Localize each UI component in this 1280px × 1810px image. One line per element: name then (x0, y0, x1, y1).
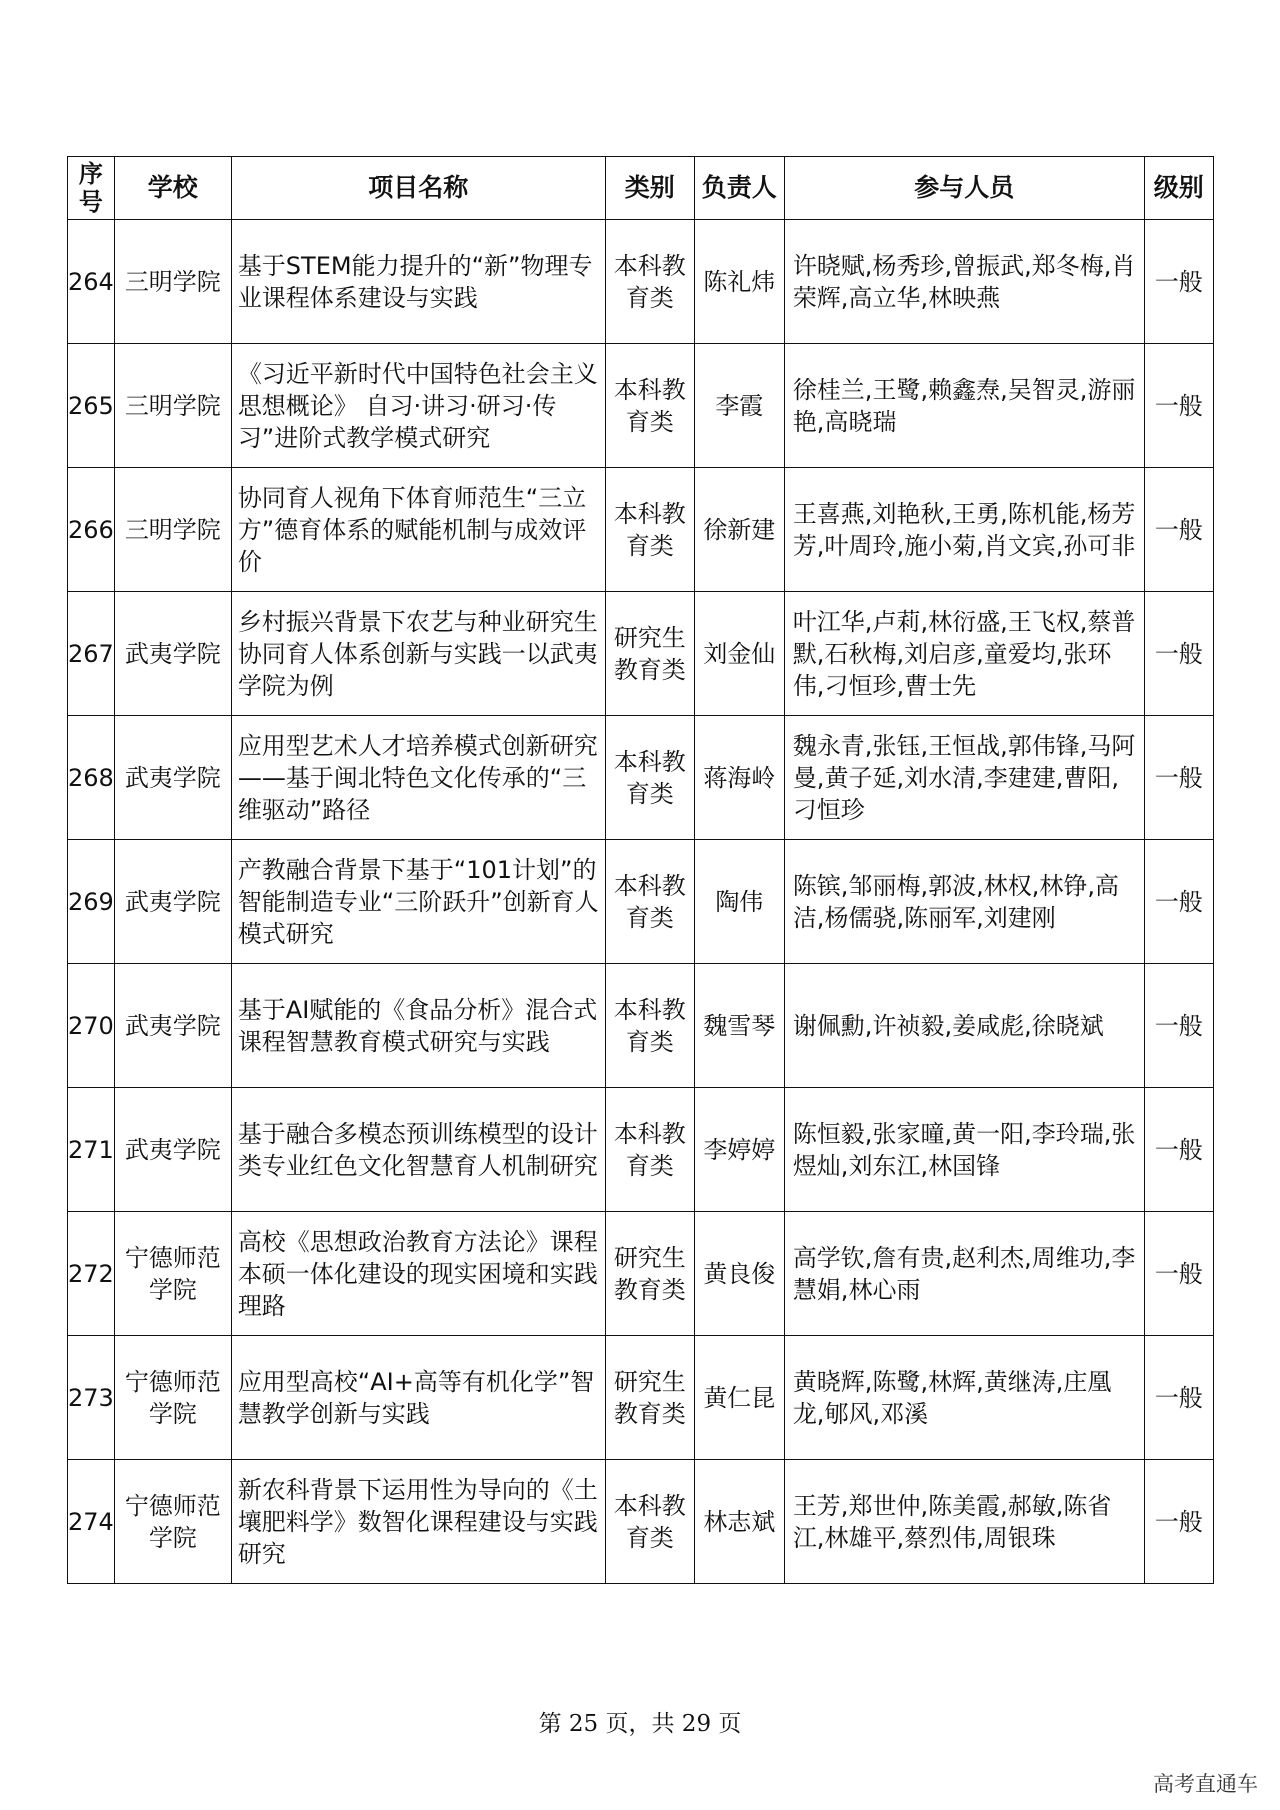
cell-leader: 黄良俊 (694, 1212, 784, 1336)
cell-seq: 264 (68, 220, 115, 344)
table-row (68, 840, 1214, 964)
cell-project-name: 基于融合多模态预训练模型的设计类专业红色文化智慧育人机制研究 (231, 1088, 605, 1212)
table-row (68, 1460, 1214, 1584)
cell-school: 宁德师范学院 (114, 1460, 231, 1584)
header-category: 类别 (605, 157, 694, 220)
cell-category: 研究生教育类 (605, 1336, 694, 1460)
cell-level: 一般 (1144, 716, 1213, 840)
cell-level: 一般 (1144, 1088, 1213, 1212)
cell-project-name: 基于AI赋能的《食品分析》混合式课程智慧教育模式研究与实践 (231, 964, 605, 1088)
cell-school: 三明学院 (114, 468, 231, 592)
cell-project-name: 产教融合背景下基于“101计划”的智能制造专业“三阶跃升”创新育人模式研究 (231, 840, 605, 964)
table-row (68, 220, 1214, 344)
cell-category: 研究生教育类 (605, 592, 694, 716)
page-footer: 第 25 页，共 29 页 (538, 1711, 742, 1737)
cell-level: 一般 (1144, 220, 1213, 344)
project-table (67, 156, 1214, 1584)
cell-project-name: 应用型艺术人才培养模式创新研究——基于闽北特色文化传承的“三维驱动”路径 (231, 716, 605, 840)
cell-leader: 蒋海岭 (694, 716, 784, 840)
cell-school: 三明学院 (114, 344, 231, 468)
cell-level: 一般 (1144, 592, 1213, 716)
cell-level: 一般 (1144, 1460, 1213, 1584)
cell-level: 一般 (1144, 1336, 1213, 1460)
cell-members: 魏永青,张钰,王恒战,郭伟锋,马阿曼,黄子延,刘水清,李建建,曹阳,刁恒珍 (784, 716, 1144, 840)
cell-category: 本科教育类 (605, 468, 694, 592)
cell-project-name: 乡村振兴背景下农艺与种业研究生协同育人体系创新与实践一以武夷学院为例 (231, 592, 605, 716)
cell-members: 叶江华,卢莉,林衍盛,王飞权,蔡普默,石秋梅,刘启彦,童爱均,张环伟,刁恒珍,曹士先 (784, 592, 1144, 716)
header-leader: 负责人 (694, 157, 784, 220)
cell-seq: 272 (68, 1212, 115, 1336)
cell-members: 高学钦,詹有贵,赵利杰,周维功,李慧娟,林心雨 (784, 1212, 1144, 1336)
cell-seq: 269 (68, 840, 115, 964)
cell-seq: 268 (68, 716, 115, 840)
cell-project-name: 应用型高校“AI+高等有机化学”智慧教学创新与实践 (231, 1336, 605, 1460)
table-row (68, 1336, 1214, 1460)
cell-project-name: 协同育人视角下体育师范生“三立方”德育体系的赋能机制与成效评价 (231, 468, 605, 592)
header-school: 学校 (114, 157, 231, 220)
watermark-text: 高考直通车 (1153, 1772, 1258, 1796)
table-row (68, 1212, 1214, 1336)
cell-category: 研究生教育类 (605, 1212, 694, 1336)
cell-category: 本科教育类 (605, 1088, 694, 1212)
table-row (68, 468, 1214, 592)
cell-level: 一般 (1144, 964, 1213, 1088)
cell-project-name: 高校《思想政治教育方法论》课程本硕一体化建设的现实困境和实践理路 (231, 1212, 605, 1336)
cell-school: 武夷学院 (114, 1088, 231, 1212)
cell-members: 许晓赋,杨秀珍,曾振武,郑冬梅,肖荣辉,高立华,林映燕 (784, 220, 1144, 344)
cell-leader: 李霞 (694, 344, 784, 468)
cell-project-name: 《习近平新时代中国特色社会主义思想概论》 自习·讲习·研习·传习”进阶式教学模式研究 (231, 344, 605, 468)
header-level: 级别 (1144, 157, 1213, 220)
cell-level: 一般 (1144, 1212, 1213, 1336)
cell-leader: 李婷婷 (694, 1088, 784, 1212)
table-row (68, 592, 1214, 716)
cell-seq: 270 (68, 964, 115, 1088)
cell-school: 武夷学院 (114, 716, 231, 840)
cell-leader: 陈礼炜 (694, 220, 784, 344)
cell-members: 王芳,郑世仲,陈美霞,郝敏,陈省江,林雄平,蔡烈伟,周银珠 (784, 1460, 1144, 1584)
cell-leader: 刘金仙 (694, 592, 784, 716)
cell-leader: 林志斌 (694, 1460, 784, 1584)
cell-level: 一般 (1144, 344, 1213, 468)
cell-project-name: 新农科背景下运用性为导向的《土壤肥料学》数智化课程建设与实践研究 (231, 1460, 605, 1584)
cell-seq: 273 (68, 1336, 115, 1460)
header-seq: 序号 (68, 157, 115, 220)
table-row (68, 1088, 1214, 1212)
cell-school: 武夷学院 (114, 964, 231, 1088)
cell-seq: 271 (68, 1088, 115, 1212)
cell-seq: 274 (68, 1460, 115, 1584)
header-members: 参与人员 (784, 157, 1144, 220)
cell-leader: 黄仁昆 (694, 1336, 784, 1460)
cell-members: 陈镔,邹丽梅,郭波,林权,林铮,高洁,杨儒骁,陈丽军,刘建刚 (784, 840, 1144, 964)
cell-category: 本科教育类 (605, 344, 694, 468)
cell-category: 本科教育类 (605, 964, 694, 1088)
cell-seq: 266 (68, 468, 115, 592)
cell-level: 一般 (1144, 840, 1213, 964)
table-body (68, 220, 1214, 1584)
cell-members: 陈恒毅,张家曈,黄一阳,李玲瑞,张煜灿,刘东江,林国锋 (784, 1088, 1144, 1212)
cell-school: 宁德师范学院 (114, 1212, 231, 1336)
table-row (68, 344, 1214, 468)
cell-category: 本科教育类 (605, 1460, 694, 1584)
header-project: 项目名称 (231, 157, 605, 220)
cell-school: 武夷学院 (114, 592, 231, 716)
cell-members: 黄晓辉,陈鹭,林辉,黄继涛,庄凰龙,郇风,邓溪 (784, 1336, 1144, 1460)
cell-members: 谢佩勳,许祯毅,姜咸彪,徐晓斌 (784, 964, 1144, 1088)
cell-category: 本科教育类 (605, 840, 694, 964)
cell-category: 本科教育类 (605, 220, 694, 344)
cell-school: 三明学院 (114, 220, 231, 344)
cell-leader: 陶伟 (694, 840, 784, 964)
cell-leader: 魏雪琴 (694, 964, 784, 1088)
table-row (68, 716, 1214, 840)
cell-level: 一般 (1144, 468, 1213, 592)
cell-project-name: 基于STEM能力提升的“新”物理专业课程体系建设与实践 (231, 220, 605, 344)
table-row (68, 964, 1214, 1088)
cell-members: 徐桂兰,王鹭,赖鑫焘,吴智灵,游丽艳,高晓瑞 (784, 344, 1144, 468)
cell-seq: 265 (68, 344, 115, 468)
cell-leader: 徐新建 (694, 468, 784, 592)
cell-seq: 267 (68, 592, 115, 716)
cell-school: 武夷学院 (114, 840, 231, 964)
cell-category: 本科教育类 (605, 716, 694, 840)
table-header-row (68, 157, 1214, 220)
cell-school: 宁德师范学院 (114, 1336, 231, 1460)
cell-members: 王喜燕,刘艳秋,王勇,陈机能,杨芳芳,叶周玲,施小菊,肖文宾,孙可非 (784, 468, 1144, 592)
